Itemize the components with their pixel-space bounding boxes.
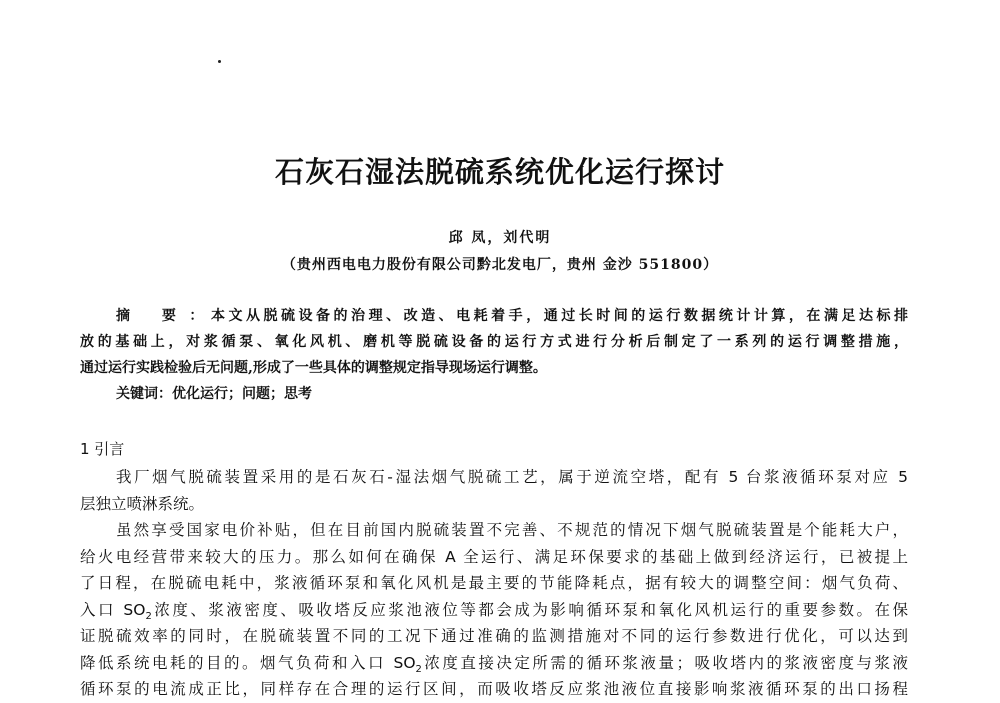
so2-subscript-b: 2: [415, 663, 422, 675]
keywords-text: 优化运行；问题；思考: [172, 386, 312, 402]
body-p1-line-1: 我厂烟气脱硫装置采用的是石灰石-湿法烟气脱硫工艺，属于逆流空塔，配有 5 台浆液循环泵对应 5: [116, 468, 908, 486]
keywords-label: 关键词：: [116, 386, 172, 402]
body-p1-line-2: 层独立喷淋系统。: [80, 494, 205, 513]
paper-authors: 邱 凤，刘代明: [448, 230, 552, 246]
so2-text-b: 降低系统电耗的目的。烟气负荷和入口 SO: [80, 653, 416, 672]
so2-subscript-a: 2: [145, 610, 152, 622]
abstract-text-1: 本文从脱硫设备的治理、改造、电耗着手，通过长时间的运行数据统计计算，在满足达标排: [210, 308, 909, 324]
body-p2-line-4: [80, 597, 908, 624]
abstract-label: 摘 要：: [116, 308, 217, 324]
section-heading: 1 引言: [80, 440, 125, 458]
so2-text-a: 入口 SO: [80, 600, 146, 619]
scan-speck: [218, 60, 221, 63]
abstract-line-2: 放的基础上，对浆循泵、氧化风机、磨机等脱硫设备的运行方式进行分析后制定了一系列的运行调整措施，: [80, 334, 908, 350]
paper-title: 石灰石湿法脱硫系统优化运行探讨: [274, 155, 725, 189]
abstract-line-1: [80, 303, 908, 329]
body-p2-line-7: 循环泵的电流成正比，同样存在合理的运行区间，而吸收塔反应浆池液位直接影响浆液循环泵的出口扬程: [80, 680, 908, 698]
body-p2-line-6: [80, 650, 908, 677]
body-p2-line-3: 了日程，在脱硫电耗中，浆液循环泵和氧化风机是最主要的节能降耗点，据有较大的调整空间：烟气负荷、: [80, 574, 908, 592]
paper-affiliation: （贵州西电电力股份有限公司黔北发电厂，贵州 金沙 551800）: [281, 257, 719, 273]
body-p2-line-1: 虽然享受国家电价补贴，但在目前国内脱硫装置不完善、不规范的情况下烟气脱硫装置是个能耗大户，: [116, 521, 908, 539]
body-p2-line-4-rest: 浓度、浆液密度、吸收塔反应浆池液位等都会成为影响循环泵和氧化风机运行的重要参数。在保: [151, 600, 908, 619]
body-text: [80, 464, 908, 703]
body-p2-line-5: 证脱硫效率的同时，在脱硫装置不同的工况下通过准确的监测措施对不同的运行参数进行优化，可以达到: [80, 627, 908, 645]
abstract-block: [80, 303, 908, 381]
keywords-line: [116, 383, 312, 403]
abstract-line-3: 通过运行实践检验后无问题,形成了一些具体的调整规定指导现场运行调整。: [80, 360, 547, 376]
body-p2-line-6-rest: 浓度直接决定所需的循环浆液量；吸收塔内的浆液密度与浆液: [421, 653, 908, 672]
body-p2-line-2: 给火电经营带来较大的压力。那么如何在确保 A 全运行、满足环保要求的基础上做到经济运行，已被提上: [80, 547, 908, 566]
